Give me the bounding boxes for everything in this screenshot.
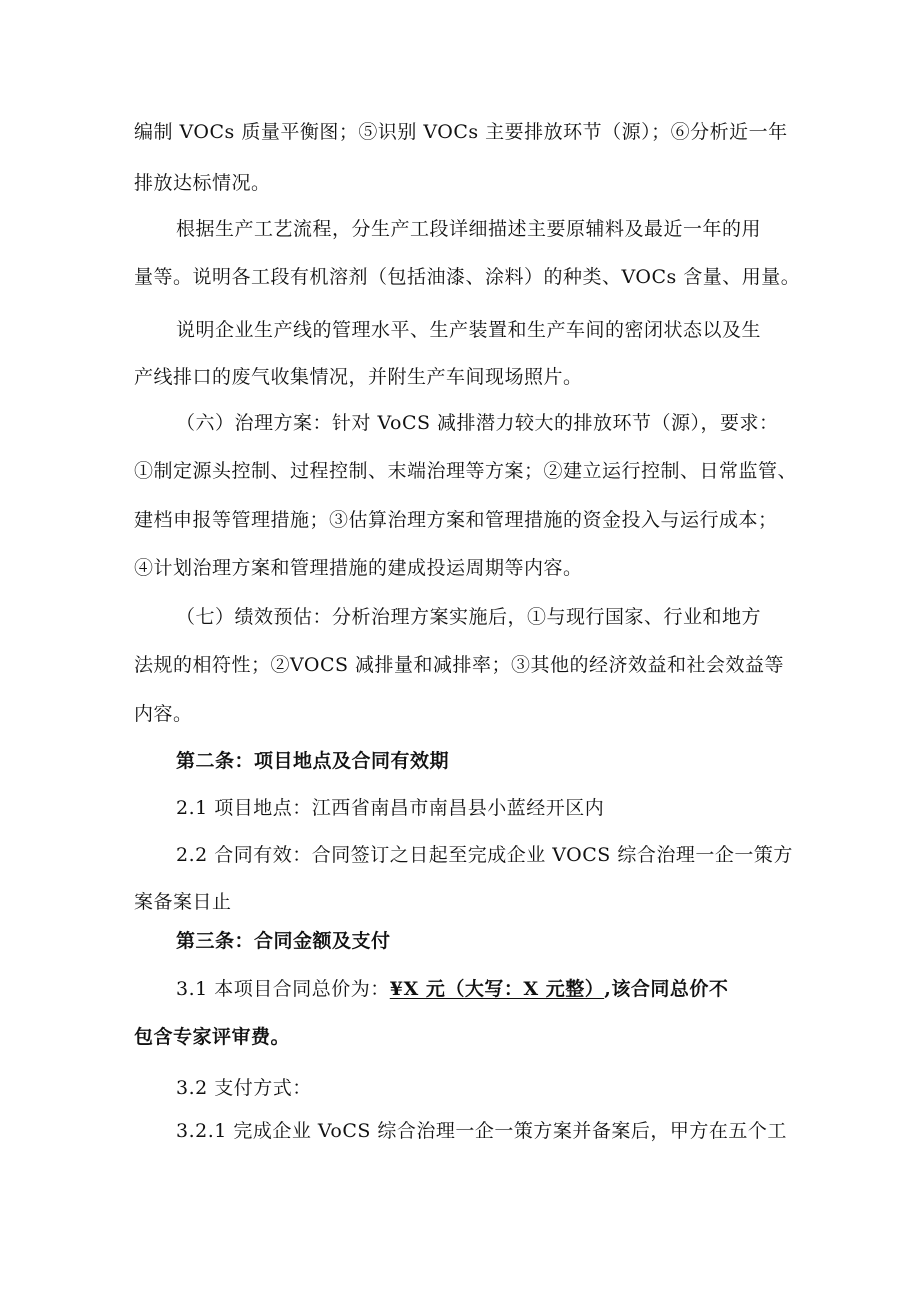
paragraph-line: ④计划治理方案和管理措施的建成投运周期等内容。	[134, 557, 583, 579]
clause-2-2-cont: 案备案日止	[134, 891, 232, 913]
article-3-heading: 第三条：合同金额及支付	[176, 930, 391, 952]
paragraph-line: 根据生产工艺流程，分生产工段详细描述主要原辅料及最近一年的用	[176, 218, 762, 240]
paragraph-line: 内容。	[134, 703, 193, 725]
paragraph-line: （六）治理方案：针对 VoCS 减排潜力较大的排放环节（源），要求：	[176, 412, 779, 434]
paragraph-line: ①制定源头控制、过程控制、末端治理等方案；②建立运行控制、日常监管、	[134, 460, 798, 482]
paragraph-line: 量等。说明各工段有机溶剂（包括油漆、涂料）的种类、VOCs 含量、用量。	[134, 266, 801, 288]
paragraph-line: 排放达标情况。	[134, 172, 271, 194]
contract-amount: ¥X 元（大写：X 元整）	[389, 978, 605, 1000]
paragraph-line: （七）绩效预估：分析治理方案实施后，①与现行国家、行业和地方	[176, 606, 762, 628]
clause-2-1: 2.1 项目地点：江西省南昌市南昌县小蓝经开区内	[176, 797, 605, 819]
clause-3-1-prefix: 3.1 本项目合同总价为：	[176, 978, 390, 1000]
paragraph-line: 编制 VOCs 质量平衡图；⑤识别 VOCs 主要排放环节（源）；⑥分析近一年	[134, 121, 788, 143]
paragraph-line: 建档申报等管理措施；③估算治理方案和管理措施的资金投入与运行成本；	[134, 509, 778, 531]
paragraph-line: 产线排口的废气收集情况，并附生产车间现场照片。	[134, 366, 583, 388]
clause-3-1	[176, 977, 728, 1001]
clause-3-2: 3.2 支付方式：	[176, 1077, 312, 1099]
clause-3-1-suffix: ,该合同总价不	[604, 978, 729, 1000]
clause-3-2-1: 3.2.1 完成企业 VoCS 综合治理一企一策方案并备案后，甲方在五个工	[176, 1120, 787, 1142]
paragraph-line: 法规的相符性；②VOCS 减排量和减排率；③其他的经济效益和社会效益等	[134, 654, 785, 676]
clause-3-1-cont: 包含专家评审费。	[134, 1026, 291, 1048]
article-2-heading: 第二条：项目地点及合同有效期	[176, 750, 450, 772]
paragraph-line: 说明企业生产线的管理水平、生产装置和生产车间的密闭状态以及生	[176, 319, 762, 341]
clause-2-2: 2.2 合同有效：合同签订之日起至完成企业 VOCS 综合治理一企一策方	[176, 844, 793, 866]
